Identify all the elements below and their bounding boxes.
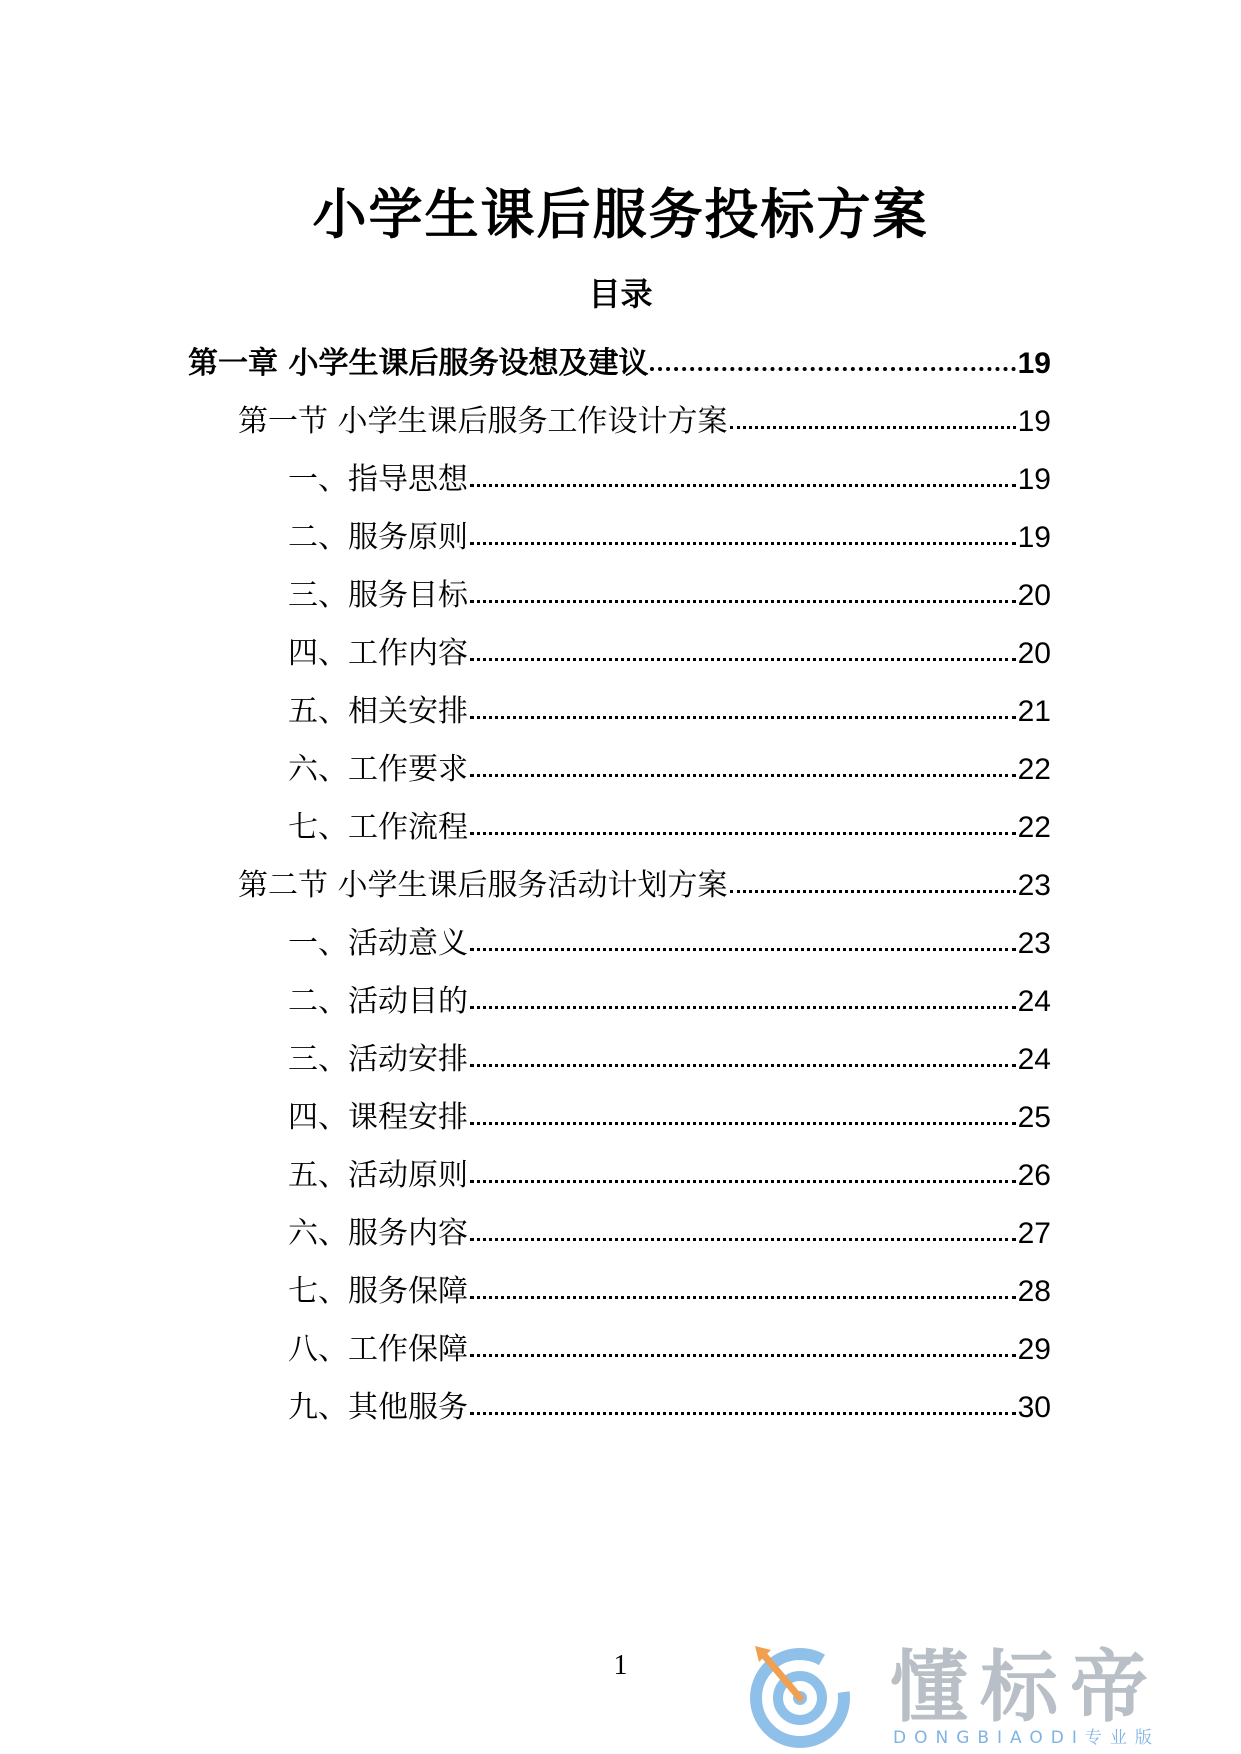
toc-entry-label: 五、相关安排: [288, 694, 468, 729]
toc-dot-leader: [470, 541, 1016, 545]
toc-entry-page: 29: [1017, 1333, 1051, 1366]
toc-entry-label: 九、其他服务: [288, 1390, 468, 1425]
toc-heading: 目录: [588, 275, 653, 313]
toc-entry-label: 第一节 小学生课后服务工作设计方案: [238, 404, 728, 439]
toc-entry-label: 三、活动安排: [288, 1042, 468, 1077]
toc-entry-label: 六、工作要求: [288, 752, 468, 787]
toc-entry-page: 28: [1017, 1275, 1051, 1308]
toc-entry-label: 三、服务目标: [288, 578, 468, 613]
toc-entry-label: 一、活动意义: [288, 926, 468, 961]
toc-dot-leader: [470, 1295, 1016, 1299]
toc-entry[interactable]: [288, 1210, 1051, 1258]
toc-entry-label: 七、服务保障: [288, 1274, 468, 1309]
toc-dot-leader: [470, 1121, 1016, 1125]
toc-entry-page: 26: [1017, 1159, 1051, 1192]
toc-entry-label: 五、活动原则: [288, 1158, 468, 1193]
toc-dot-leader: [470, 715, 1016, 719]
toc-entry-page: 23: [1017, 869, 1051, 902]
toc-entry-page: 19: [1017, 521, 1051, 554]
toc-entry[interactable]: [288, 572, 1051, 620]
toc-entry[interactable]: [288, 1268, 1051, 1316]
toc-entry-page: 30: [1017, 1391, 1051, 1424]
toc-dot-leader: [470, 1353, 1016, 1357]
toc-dot-leader: [470, 1063, 1016, 1067]
toc-entry-label: 八、工作保障: [288, 1332, 468, 1367]
toc-entry-label: 二、活动目的: [288, 984, 468, 1019]
toc-entry[interactable]: [288, 1384, 1051, 1432]
page-number: 1: [613, 1650, 628, 1681]
toc-entry[interactable]: [288, 514, 1051, 562]
toc-entry-page: 22: [1017, 753, 1051, 786]
toc-entry[interactable]: [288, 1094, 1051, 1142]
toc-dot-leader: [730, 425, 1016, 429]
toc-entry[interactable]: [288, 746, 1051, 794]
toc-entry-page: 24: [1017, 1043, 1051, 1076]
toc-entry[interactable]: [238, 862, 1051, 910]
toc-entry-page: 20: [1017, 579, 1051, 612]
toc-entry-label: 一、指导思想: [288, 462, 468, 497]
toc-entry[interactable]: [288, 978, 1051, 1026]
toc-entry[interactable]: [288, 1036, 1051, 1084]
toc-entry[interactable]: [288, 630, 1051, 678]
toc-entry[interactable]: [288, 1326, 1051, 1374]
toc-entry[interactable]: [238, 398, 1051, 446]
toc-entry-label: 二、服务原则: [288, 520, 468, 555]
toc-dot-leader: [470, 1237, 1016, 1241]
toc-entry-label: 第一章 小学生课后服务设想及建议: [188, 346, 649, 381]
toc-entry-page: 27: [1017, 1217, 1051, 1250]
watermark: [745, 1640, 1225, 1750]
toc-entry[interactable]: [288, 688, 1051, 736]
toc-dot-leader: [470, 1005, 1016, 1009]
toc-entry-page: 19: [1017, 463, 1051, 496]
toc-dot-leader: [470, 483, 1016, 487]
toc-entry-label: 六、服务内容: [288, 1216, 468, 1251]
toc-dot-leader: [470, 831, 1016, 835]
toc-entry-label: 四、工作内容: [288, 636, 468, 671]
watermark-subtitle: DONGBIAODI专业版: [893, 1728, 1160, 1748]
toc-dot-leader: [730, 889, 1016, 893]
toc-entry-page: 23: [1017, 927, 1051, 960]
toc-entry-page: 20: [1017, 637, 1051, 670]
toc-dot-leader: [470, 947, 1016, 951]
toc-entry-page: 22: [1017, 811, 1051, 844]
toc-entry-page: 21: [1017, 695, 1051, 728]
document-title: 小学生课后服务投标方案: [312, 183, 929, 246]
watermark-brand: 懂标帝: [890, 1643, 1161, 1733]
toc-dot-leader: [470, 1179, 1016, 1183]
toc-entry[interactable]: [288, 1152, 1051, 1200]
toc-entry-page: 19: [1017, 347, 1051, 380]
toc-dot-leader: [470, 599, 1016, 603]
toc-entry-page: 19: [1017, 405, 1051, 438]
toc-entry-page: 24: [1017, 985, 1051, 1018]
toc-entry-label: 四、课程安排: [288, 1100, 468, 1135]
toc-entry[interactable]: [288, 456, 1051, 504]
toc-dot-leader: [470, 773, 1016, 777]
toc-entry-page: 25: [1017, 1101, 1051, 1134]
toc-entry-label: 第二节 小学生课后服务活动计划方案: [238, 868, 728, 903]
toc-dot-leader: [470, 1411, 1016, 1415]
toc-dot-leader: [650, 366, 1015, 371]
toc-entry[interactable]: [288, 804, 1051, 852]
target-logo-icon: [745, 1640, 855, 1750]
toc-entry-label: 七、工作流程: [288, 810, 468, 845]
toc-entry[interactable]: [288, 920, 1051, 968]
toc-dot-leader: [470, 657, 1016, 661]
toc-entry[interactable]: [188, 340, 1051, 388]
